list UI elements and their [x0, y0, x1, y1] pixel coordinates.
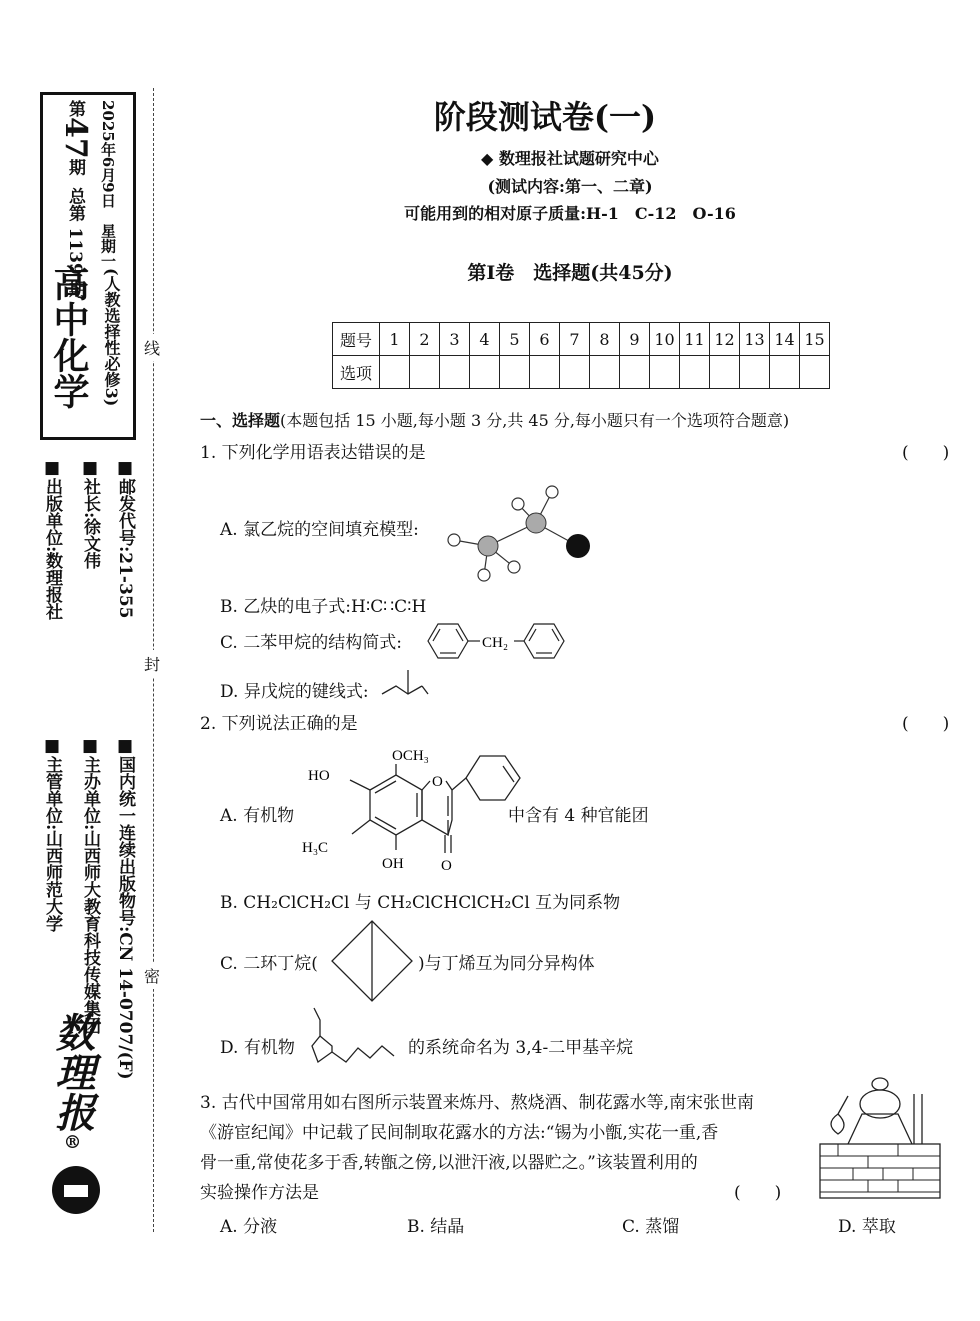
q3-line-2: 《游宦纪闻》中记载了民间制取花露水的方法:“锡为小甑,实花一重,香 [200, 1123, 719, 1143]
chloroethane-model-icon [440, 480, 600, 590]
masthead-brand: 高中化学 [48, 265, 90, 409]
info-postal-code: ■邮发代号:21-355 [115, 458, 135, 619]
table-cell: 10 [650, 323, 680, 356]
answer-cell-15[interactable] [800, 356, 830, 389]
q3-line-3: 骨一重,常使花多于香,转甑之傍,以泄汗液,以器贮之。”该装置利用的 [200, 1153, 698, 1173]
answer-cell-6[interactable] [530, 356, 560, 389]
table-cell: 13 [740, 323, 770, 356]
q1-option-a: A. 氯乙烷的空间填充模型: [220, 520, 419, 540]
answer-cell-1[interactable] [380, 356, 410, 389]
info-sponsor: ■主办单位:山西师大教育科技传媒集团 [80, 736, 100, 1035]
q3-option-d[interactable]: D. 萃取 [838, 1217, 896, 1237]
answer-cell-2[interactable] [410, 356, 440, 389]
answer-table-row-options [333, 356, 830, 389]
answer-cell-13[interactable] [740, 356, 770, 389]
oh-bottom-label: OH [382, 856, 404, 872]
isopentane-skeletal-icon [378, 668, 430, 698]
q1-option-b: B. 乙炔的电子式:H∶C∷C∶H [220, 597, 427, 617]
info-cn: ■国内统一连续出版物号:CN 14-0707/(F) [115, 736, 135, 1080]
q3-bracket[interactable]: ( ) [734, 1183, 782, 1203]
q1-bracket[interactable]: ( ) [902, 443, 950, 463]
table-cell: 1 [380, 323, 410, 356]
q2-bracket[interactable]: ( ) [902, 714, 950, 734]
weekday: 星期一 [99, 223, 117, 269]
answer-cell-4[interactable] [470, 356, 500, 389]
logo: 数理报® [49, 1012, 96, 1153]
dimethyloctane-skeletal-icon [302, 1006, 404, 1068]
ch2-label: CH₂ [482, 635, 509, 651]
total-issue: 总第 1139 期 [65, 187, 85, 298]
h3c-label: H₃C [302, 840, 329, 856]
table-cell: 8 [590, 323, 620, 356]
table-cell: 9 [620, 323, 650, 356]
q2-option-d-suffix: 的系统命名为 3,4-二甲基辛烷 [408, 1038, 634, 1058]
table-cell: 11 [680, 323, 710, 356]
table-cell: 2 [410, 323, 440, 356]
table-cell: 4 [470, 323, 500, 356]
q1-stem: 1. 下列化学用语表达错误的是 [200, 443, 426, 463]
q2-option-d-prefix: D. 有机物 [220, 1038, 295, 1058]
table-header-number: 题号 [333, 323, 380, 356]
cut-mark-secret: 密 [144, 962, 160, 989]
och3-label: OCH₃ [392, 748, 429, 764]
q1-option-c: C. 二苯甲烷的结构简式: [220, 633, 402, 653]
ho-top-label: HO [308, 768, 330, 784]
scope-line: (测试内容:第一、二章) [487, 177, 653, 196]
info-president: ■社长:徐文伟 [80, 458, 100, 570]
flavone-structure-icon [300, 738, 530, 884]
table-cell: 14 [770, 323, 800, 356]
instruction: 一、选择题(本题包括 15 小题,每小题 3 分,共 45 分,每小题只有一个选项符合题意) [200, 411, 790, 430]
org-line: ◆ 数理报社试题研究中心 [481, 149, 659, 168]
answer-cell-14[interactable] [770, 356, 800, 389]
answer-cell-8[interactable] [590, 356, 620, 389]
q2-stem: 2. 下列说法正确的是 [200, 714, 358, 734]
answer-cell-3[interactable] [440, 356, 470, 389]
masthead-date: 2025年6月9日 星期一 [99, 100, 117, 269]
answer-table [332, 322, 830, 389]
distillation-apparatus-icon [818, 1074, 942, 1200]
table-cell: 7 [560, 323, 590, 356]
table-cell: 3 [440, 323, 470, 356]
answer-cell-9[interactable] [620, 356, 650, 389]
q2-option-c-prefix: C. 二环丁烷( [220, 954, 318, 974]
q1-option-d: D. 异戊烷的键线式: [220, 682, 369, 702]
cut-mark-seal: 封 [144, 650, 160, 677]
q3-option-b[interactable]: B. 结晶 [407, 1217, 465, 1237]
masthead-edition: (人教选择性必修3) [102, 268, 121, 407]
o-keto-label: O [441, 858, 452, 874]
q3-option-a[interactable]: A. 分液 [220, 1217, 278, 1237]
q2-option-c-suffix: )与丁烯互为同分异构体 [418, 954, 595, 974]
answer-cell-5[interactable] [500, 356, 530, 389]
q3-option-c[interactable]: C. 蒸馏 [622, 1217, 680, 1237]
answer-cell-7[interactable] [560, 356, 590, 389]
page-title: 阶段测试卷(一) [433, 98, 657, 136]
o-ring-label: O [432, 774, 443, 790]
q3-line-4: 实验操作方法是 [200, 1183, 319, 1203]
table-cell: 15 [800, 323, 830, 356]
answer-cell-11[interactable] [680, 356, 710, 389]
table-header-option: 选项 [333, 356, 380, 389]
bicyclobutane-structure-icon [328, 918, 416, 1004]
diphenylmethane-structure-icon [420, 620, 570, 662]
answer-cell-12[interactable] [710, 356, 740, 389]
acetylene-formula: H∶C∷C∶H [351, 597, 427, 617]
answer-table-row-numbers [333, 323, 830, 356]
cut-mark-line: 线 [144, 334, 160, 361]
table-cell: 6 [530, 323, 560, 356]
table-cell: 5 [500, 323, 530, 356]
q2-option-b: B. CH₂ClCH₂Cl 与 CH₂ClCHClCH₂Cl 互为同系物 [220, 893, 621, 913]
table-cell: 12 [710, 323, 740, 356]
info-publisher: ■出版单位:数理报社 [42, 458, 62, 621]
q2-option-a-suffix: 中含有 4 种官能团 [508, 806, 649, 826]
answer-cell-10[interactable] [650, 356, 680, 389]
info-supervisor: ■主管单位:山西师范大学 [42, 736, 62, 933]
atomic-mass-line: 可能用到的相对原子质量:H-1 C-12 O-16 [404, 204, 736, 223]
logo-emblem-icon [46, 1155, 106, 1225]
section-title: 第Ⅰ卷 选择题(共45分) [467, 262, 673, 284]
q3-line-1: 3. 古代中国常用如右图所示装置来炼丹、熬烧酒、制花露水等,南宋张世南 [200, 1093, 755, 1113]
masthead-issue: 第47期 总第 1139 期 [58, 100, 93, 298]
q2-option-a-prefix: A. 有机物 [220, 806, 295, 826]
issue-number: 47 [58, 117, 93, 159]
